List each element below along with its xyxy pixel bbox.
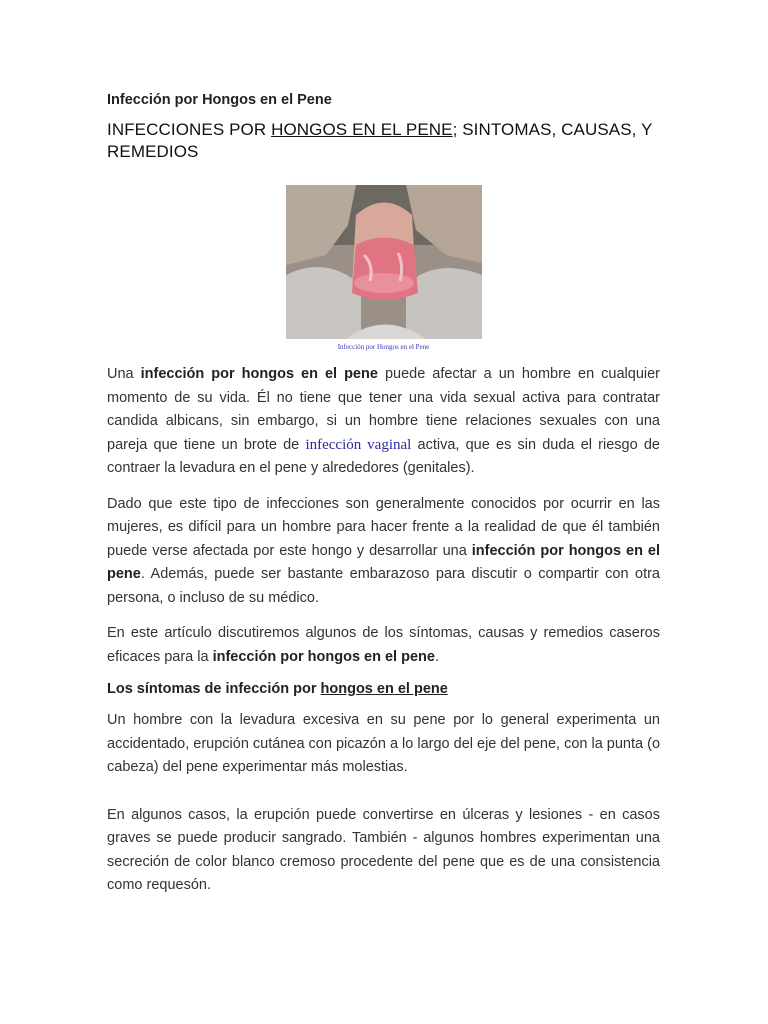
- p2-bold: infección por hongos en el pene: [107, 542, 660, 582]
- section-title-text: Los síntomas de infección por: [107, 681, 321, 697]
- spacer: [107, 792, 660, 804]
- title-link[interactable]: HONGOS EN EL PENE: [271, 120, 453, 139]
- p1-link[interactable]: infección vaginal: [305, 436, 412, 453]
- p1-text-a: Una: [107, 366, 134, 382]
- p1-bold: infección por hongos en el pene: [133, 366, 385, 382]
- article-figure: [107, 185, 660, 351]
- p3-bold: infección por hongos en el pene: [212, 648, 435, 665]
- title-part-2: ; SINTOMAS, CAUSAS, Y REMEDIOS: [107, 120, 653, 161]
- p1-text-b: puede afectar a un hombre en cualquier momento de su vida. Él no tiene que tener una vida sexual activa para contratar candida albicans, sin embargo, si un hombre tiene relaciones sexuales con una pareja que tiene un brote de: [107, 366, 660, 453]
- document-small-title: Infección por Hongos en el Pene: [107, 92, 332, 108]
- paragraph-4: Un hombre con la levadura excesiva en su pene por lo general experimenta un accidentado, erupción cutánea con picazón a lo largo del eje del pene, con la punta (o cabeza) del pene experimentar más molestias.: [107, 712, 661, 775]
- document-main-title: [107, 119, 660, 163]
- p1-text-c: activa, que es sin duda el riesgo de contraer la levadura en el pene y alrededores (genitales).: [107, 436, 660, 476]
- paragraph-2: [107, 493, 660, 611]
- p3-text-b: .: [434, 648, 439, 665]
- paragraph-1: [107, 363, 660, 481]
- image-caption: Infección por Hongos en el Pene: [337, 343, 430, 351]
- p3-text-a: En este artículo discutiremos algunos de los síntomas, causas y remedios caseros eficaces para la: [107, 625, 660, 665]
- p2-text-a: Dado que este tipo de infecciones son generalmente conocidos por ocurrir en las mujeres, es difícil para un hombre para hacer frente a la realidad de que él también puede verse afectada por este hongo y desarrollar una: [107, 495, 660, 559]
- article-photo: [286, 185, 482, 339]
- p2-text-b: . Además, puede ser bastante embarazoso para discutir o compartir con otra persona, o incluso de su médico.: [107, 566, 660, 606]
- paragraph-5: En algunos casos, la erupción puede convertirse en úlceras y lesiones - en casos graves se puede producir sangrado. También - algunos hombres experimentan una secreción de color blanco cremoso procedente del pene que es de una consistencia como requesón.: [107, 806, 660, 893]
- document-content: [107, 92, 660, 910]
- title-part-1: INFECCIONES POR: [107, 120, 272, 139]
- section-title-link[interactable]: hongos en el pene: [320, 681, 448, 697]
- section-title-symptoms: [107, 681, 660, 697]
- paragraph-3: [107, 622, 660, 669]
